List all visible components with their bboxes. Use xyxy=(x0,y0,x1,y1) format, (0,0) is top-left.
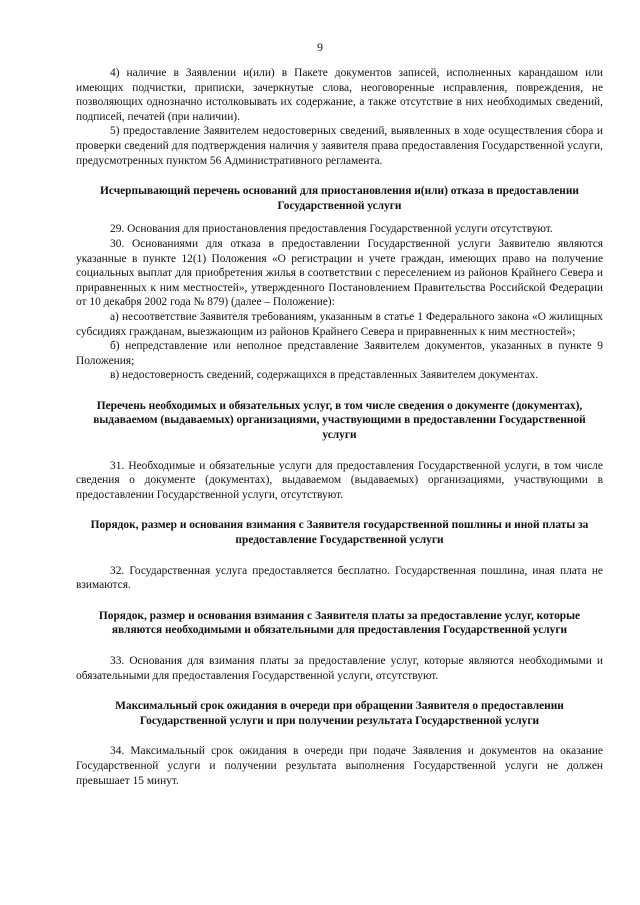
document-body xyxy=(76,66,603,788)
paragraph-30-b: б) непредставление или неполное представление Заявителем документов, указанных в пункте 9 Положения; xyxy=(76,340,603,367)
section-heading-queue-time: Максимальный срок ожидания в очереди при обращении Заявителя о предоставлении Государственной услуги и при получении результата Государственной услуги xyxy=(115,700,564,727)
paragraph-29: 29. Основания для приостановления предоставления Государственной услуги отсутствуют. xyxy=(110,223,553,236)
paragraph-item-4: 4) наличие в Заявлении и(или) в Пакете документов записей, исполненных карандашом или имеющих подчистки, приписки, зачеркнутые слова, неоговоренные исправления, повреждения, не позволяющих однозначно истолковывать их содержание, а также отсутствие в них необходимых сведений, подписей, печатей (при наличии). xyxy=(76,67,603,123)
paragraph-30-v: в) недостоверность сведений, содержащихся в представленных Заявителем документах. xyxy=(110,369,539,382)
section-heading-refusal-grounds: Исчерпывающий перечень оснований для приостановления и(или) отказа в предоставлении Государственной услуги xyxy=(100,185,579,212)
section-heading-required-services: Перечень необходимых и обязательных услуг, в том числе сведения о документе (документах), выдаваемом (выдаваемых) организациями, участвующими в предоставлении Государственной услуги xyxy=(93,399,586,442)
paragraph-30: 30. Основаниями для отказа в предоставлении Государственной услуги Заявителю являются указанные в пункте 12(1) Положения «О регистрации и учете граждан, имеющих право на получение социальных выплат для приобретения жилья в соответствии с переселением из районов Крайнего Севера и приравненных к ним местностей», утвержденного Постановлением Правительства Российской Федерации от 10 декабря 2002 года № 879) (далее – Положение): xyxy=(76,237,603,309)
section-heading-state-fee: Порядок, размер и основания взимания с Заявителя государственной пошлины и иной платы за предоставление Государственной услуги xyxy=(90,519,589,547)
paragraph-34: 34. Максимальный срок ожидания в очереди при подаче Заявления и документов на оказание Государственной услуги и получении результата выполнения Государственной услуги не должен превышает 15 минут. xyxy=(76,745,603,787)
paragraph-32: 32. Государственная услуга предоставляется бесплатно. Государственная пошлина, иная плата не взимаются. xyxy=(76,564,603,592)
paragraph-30-a: а) несоответствие Заявителя требованиям, указанным в статье 1 Федерального закона «О жилищных субсидиях гражданам, выезжающим из районов Крайнего Севера и приравненных к ним местностей»; xyxy=(76,310,603,338)
paragraph-33: 33. Основания для взимания платы за предоставление услуг, которые являются необходимыми и обязательными для предоставления Государственной услуги, отсутствуют. xyxy=(76,655,603,682)
paragraph-31: 31. Необходимые и обязательные услуги для предоставления Государственной услуги, в том числе сведения о документе (документах), выдаваемом (выдаваемых) организациями, участвующими в предоставлении Государственной услуги, отсутствуют. xyxy=(76,459,603,501)
paragraph-item-5: 5) предоставление Заявителем недостоверных сведений, выявленных в ходе осуществления сбора и проверки сведений для подтверждения наличия у заявителя права предоставления Государственной услуги, предусмотренных пунктом 56 Административного регламента. xyxy=(76,125,603,167)
page-number: 9 xyxy=(317,40,323,54)
section-heading-service-fees: Порядок, размер и основания взимания с Заявителя платы за предоставление услуг, которые являются необходимыми и обязательными для предоставления Государственной услуги xyxy=(98,609,581,637)
